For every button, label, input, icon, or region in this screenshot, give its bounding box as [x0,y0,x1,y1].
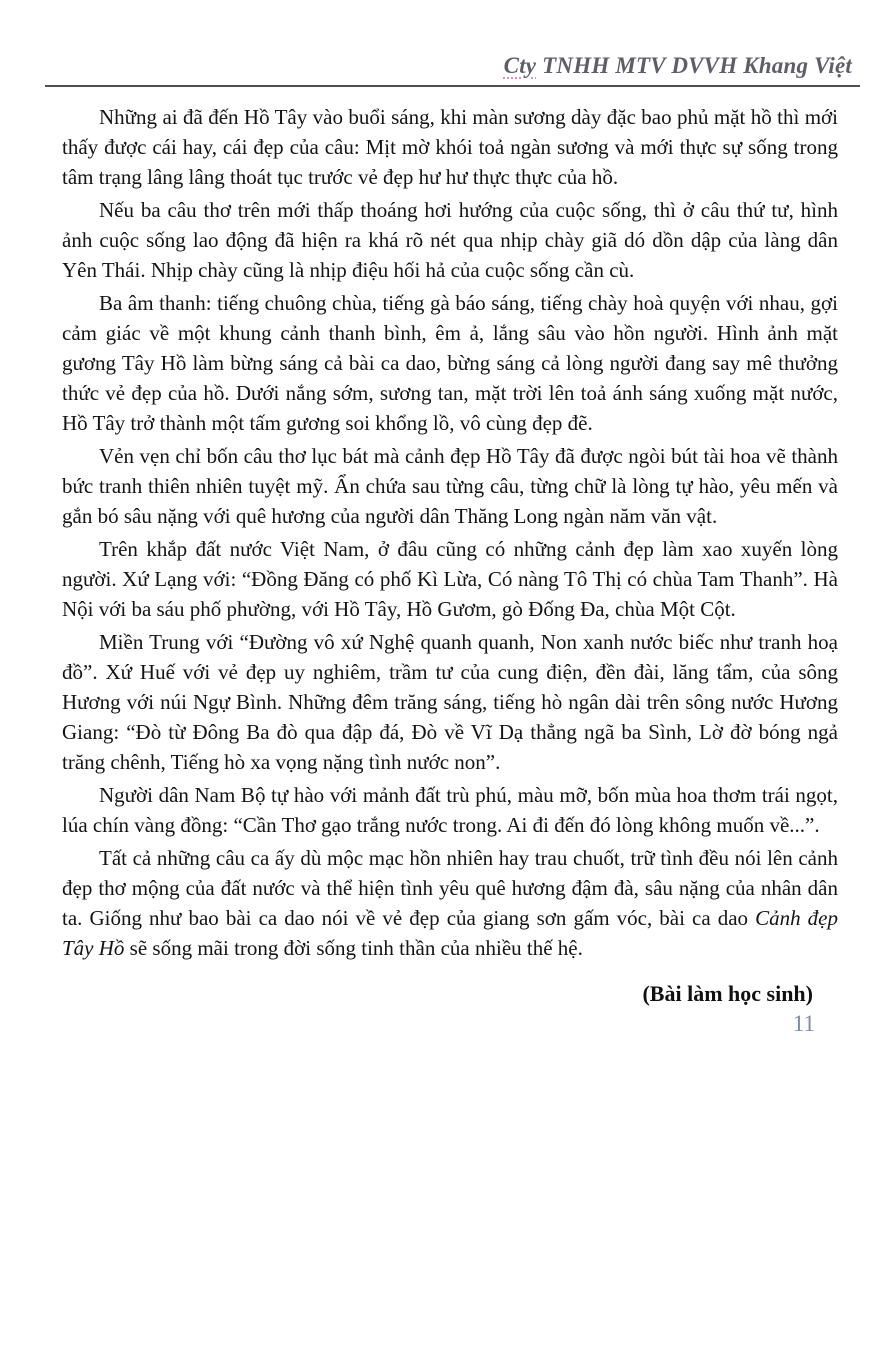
header-company-name-underlined: Cty [503,53,537,78]
cited-poem-title: Cảnh đẹp Tây Hồ [62,906,838,960]
paragraph: Miền Trung với “Đường vô xứ Nghệ quanh quanh, Non xanh nước biếc như tranh hoạ đồ”. Xứ Huế với vẻ đẹp uy nghiêm, trầm tư của cung điện, đền đài, lăng tẩm, của sông Hương với núi Ngự Bình. Những đêm trăng sáng, tiếng hò ngân dài trên sông nước Hương Giang: “Đò từ Đông Ba đò qua đập đá, Đò về Vĩ Dạ thẳng ngã ba Sình, Lờ đờ bóng ngả trăng chênh, Tiếng hò xa vọng nặng tình nước non”. [62,630,838,774]
paragraph: Trên khắp đất nước Việt Nam, ở đâu cũng có những cảnh đẹp làm xao xuyến lòng người. Xứ Lạng với: “Đồng Đăng có phố Kì Lừa, Có nàng Tô Thị có chùa Tam Thanh”. Hà Nội với ba sáu phố phường, với Hồ Tây, Hồ Gươm, gò Đống Đa, chùa Một Cột. [62,537,838,621]
header-company-name: TNHH MTV DVVH Khang Việt [536,53,852,78]
attribution-line: (Bài làm học sinh) [642,981,813,1006]
page-header [45,52,860,80]
final-paragraph-text: Tất cả những câu ca ấy dù mộc mạc hồn nhiên hay trau chuốt, trữ tình đều nói lên cảnh đẹp thơ mộng của đất nước và thể hiện tình yêu quê hương đậm đà, sâu nặng của nhân dân ta. Giống như bao bài ca dao nói về vẻ đẹp của giang sơn gấm vóc, bài ca dao [62,846,838,930]
paragraph-final [62,843,838,963]
page-number: 11 [792,1011,815,1036]
paragraph: Những ai đã đến Hồ Tây vào buổi sáng, khi màn sương dày đặc bao phủ mặt hồ thì mới thấy được cái hay, cái đẹp của câu: Mịt mờ khói toả ngàn sương và mới thực sự sống trong tâm trạng lâng lâng thoát tục trước vẻ đẹp hư hư thực thực của hồ. [62,105,838,189]
header-divider [45,85,860,87]
final-paragraph-text: sẽ sống mãi trong đời sống tinh thần của nhiều thế hệ. [124,936,583,960]
paragraph: Vẻn vẹn chỉ bốn câu thơ lục bát mà cảnh đẹp Hồ Tây đã được ngòi bút tài hoa vẽ thành bức tranh thiên nhiên tuyệt mỹ. Ẩn chứa sau từng câu, từng chữ là lòng tự hào, yêu mến và gắn bó sâu nặng với quê hương của người dân Thăng Long ngàn năm văn vật. [62,444,838,528]
paragraph: Nếu ba câu thơ trên mới thấp thoáng hơi hướng của cuộc sống, thì ở câu thứ tư, hình ảnh cuộc sống lao động đã hiện ra khá rõ nét qua nhịp chày giã dó dồn dập của làng dân Yên Thái. Nhịp chày cũng là nhịp điệu hối hả của cuộc sống cần cù. [62,198,838,282]
essay-body [62,102,838,963]
paragraph: Người dân Nam Bộ tự hào với mảnh đất trù phú, màu mỡ, bốn mùa hoa thơm trái ngọt, lúa chín vàng đồng: “Cần Thơ gạo trắng nước trong. Ai đi đến đó lòng không muốn về...”. [62,783,838,837]
paragraph: Ba âm thanh: tiếng chuông chùa, tiếng gà báo sáng, tiếng chày hoà quyện với nhau, gợi cảm giác về một khung cảnh thanh bình, êm ả, lắng sâu vào hồn người. Hình ảnh mặt gương Tây Hồ làm bừng sáng cả bài ca dao, bừng sáng cả lòng người đang say mê thưởng thức vẻ đẹp của hồ. Dưới nắng sớm, sương tan, mặt trời lên toả ánh sáng xuống mặt nước, Hồ Tây trở thành một tấm gương soi khổng lồ, vô cùng đẹp đẽ. [62,291,838,435]
